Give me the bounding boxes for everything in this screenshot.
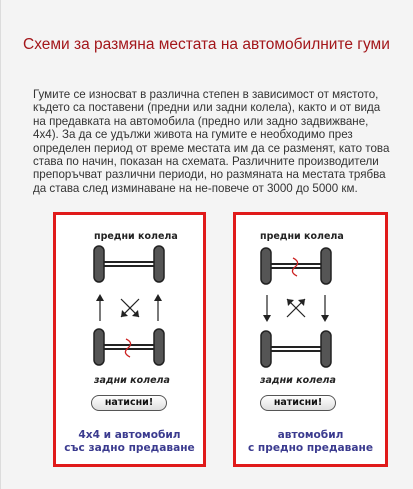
rear-axle — [261, 331, 331, 367]
panel-caption — [56, 429, 203, 455]
caption-line-2: с предно предаване — [247, 442, 374, 454]
rotation-arrows — [263, 295, 329, 322]
page-title: Схеми за размяна местата на автомобилните гуми — [23, 36, 390, 53]
caption-line-1: автомобил — [277, 429, 344, 441]
article-paragraph: Гумите се износват в различна степен в зависимост от мястото, където са поставени (предни или задни колела), както и от вида на предавката на автомобила (предно или задно задвижване, 4х4). За да се удължи живота на гумите е необходимо през определен период от време местата им да се разменят, като това става по начин, показан на схемата. Различните производители препоръчват различни периоди, но размяната на местата трябва да става след изминаване на не-повече от 3000 до 5000 км. — [33, 88, 390, 195]
front-axle — [261, 248, 331, 284]
rear-wheels-label: задни колела — [94, 375, 170, 386]
rear-axle — [94, 329, 164, 365]
press-button[interactable]: натисни! — [260, 395, 336, 411]
front-axle — [94, 246, 164, 282]
caption-line-2: със задно предаване — [64, 442, 195, 454]
press-button[interactable]: натисни! — [91, 395, 167, 411]
rotation-diagram-front-drive — [233, 212, 388, 467]
rotation-scheme-graphic — [56, 215, 203, 464]
rotation-scheme-graphic — [236, 215, 385, 464]
front-wheels-label: предни колела — [260, 231, 344, 242]
front-wheels-label: предни колела — [94, 231, 178, 242]
panel-caption — [236, 429, 385, 455]
rear-wheels-label: задни колела — [260, 375, 336, 386]
caption-line-1: 4х4 и автомобил — [78, 429, 181, 441]
rotation-diagram-rear-drive — [53, 212, 206, 467]
rotation-arrows — [96, 294, 162, 321]
